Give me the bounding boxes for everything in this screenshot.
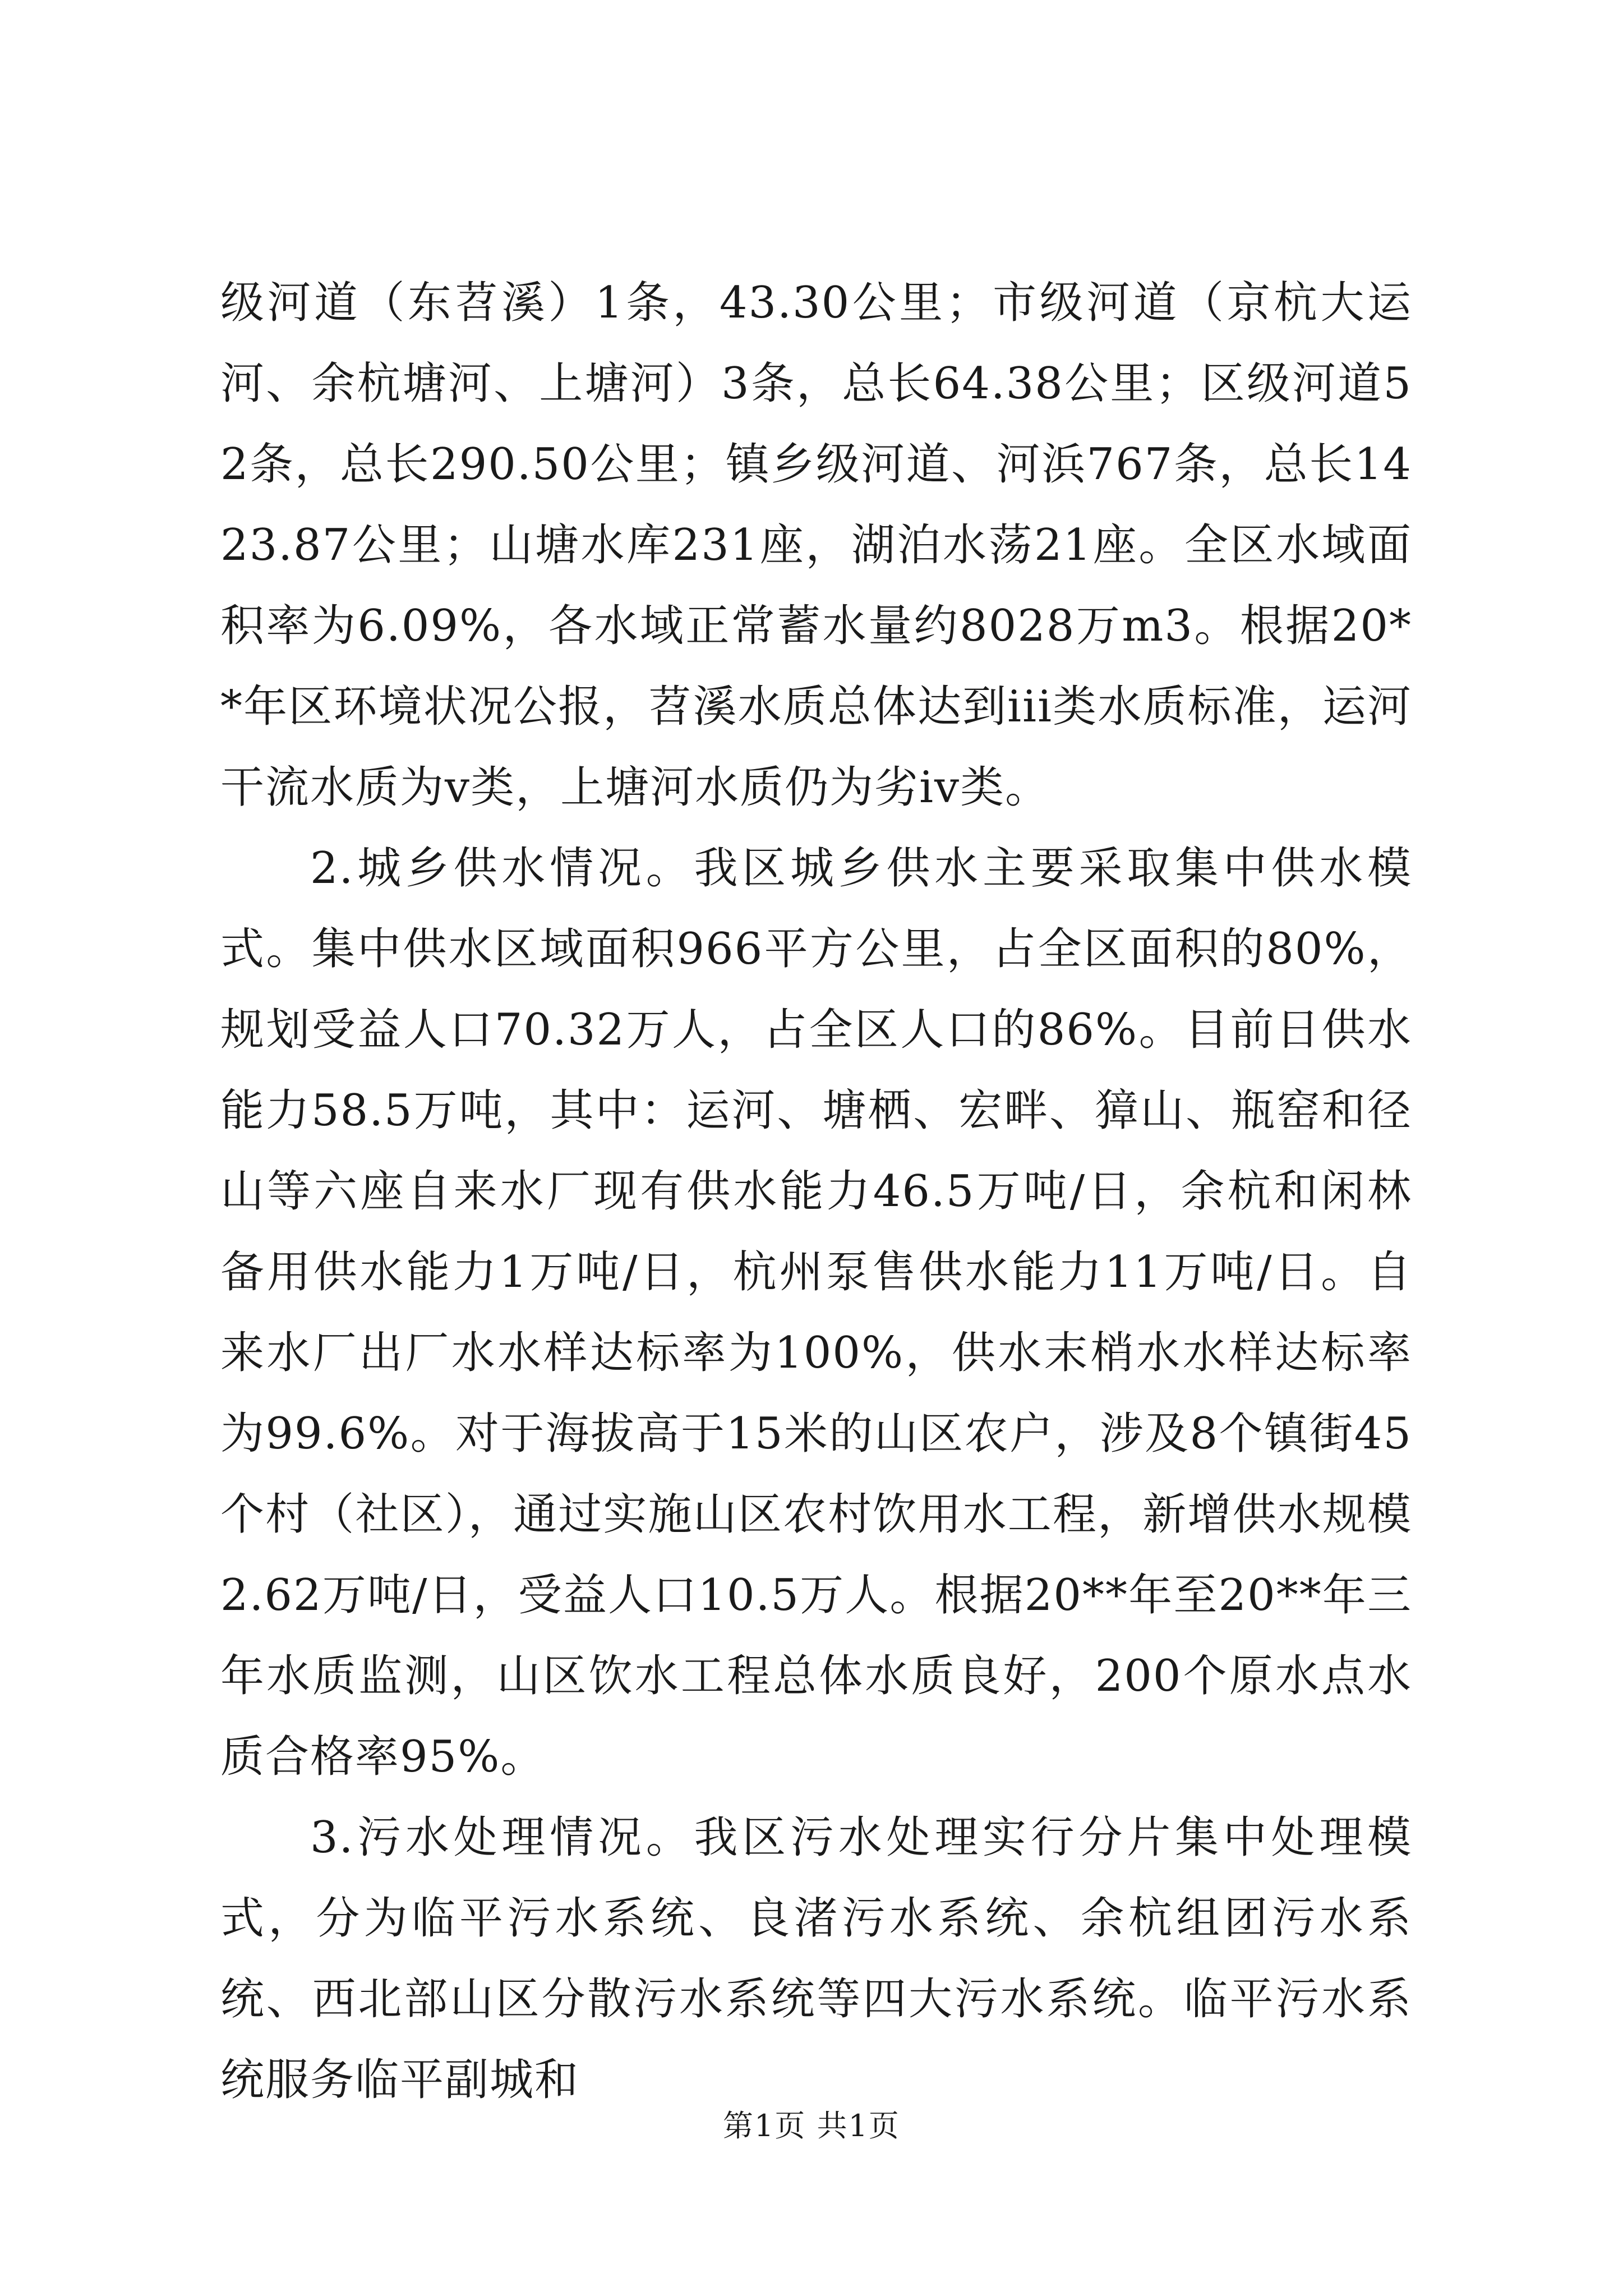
document-body	[220, 263, 1412, 2120]
paragraph-water-supply: 2.城乡供水情况。我区城乡供水主要采取集中供水模式。集中供水区域面积966平方公里，占全区面积的80%，规划受益人口70.32万人，占全区人口的86%。目前日供水能力58.5万吨，其中：运河、塘栖、宏畔、獐山、瓶窑和径山等六座自来水厂现有供水能力46.5万吨/日，余杭和闲林备用供水能力1万吨/日，杭州泵售供水能力11万吨/日。自来水厂出厂水水样达标率为100%，供水末梢水水样达标率为99.6%。对于海拔高于15米的山区农户，涉及8个镇街45个村（社区），通过实施山区农村饮用水工程，新增供水规模2.62万吨/日，受益人口10.5万人。根据20**年至20**年三年水质监测，山区饮水工程总体水质良好，200个原水点水质合格率95%。	[220, 843, 1412, 1782]
paragraph-river-overview: 级河道（东苕溪）1条，43.30公里；市级河道（京杭大运河、余杭塘河、上塘河）3条，总长64.38公里；区级河道52条，总长290.50公里；镇乡级河道、河浜767条，总长1423.87公里；山塘水库231座，湖泊水荡21座。全区水域面积率为6.09%，各水域正常蓄水量约8028万m3。根据20**年区环境状况公报，苕溪水质总体达到iii类水质标准，运河干流水质为v类，上塘河水质仍为劣iv类。	[220, 278, 1412, 813]
paragraph-sewage-treatment: 3.污水处理情况。我区污水处理实行分片集中处理模式，分为临平污水系统、良渚污水系统、余杭组团污水系统、西北部山区分散污水系统等四大污水系统。临平污水系统服务临平副城和	[220, 1812, 1412, 2105]
page-footer: 第1页 共1页	[723, 2108, 900, 2143]
